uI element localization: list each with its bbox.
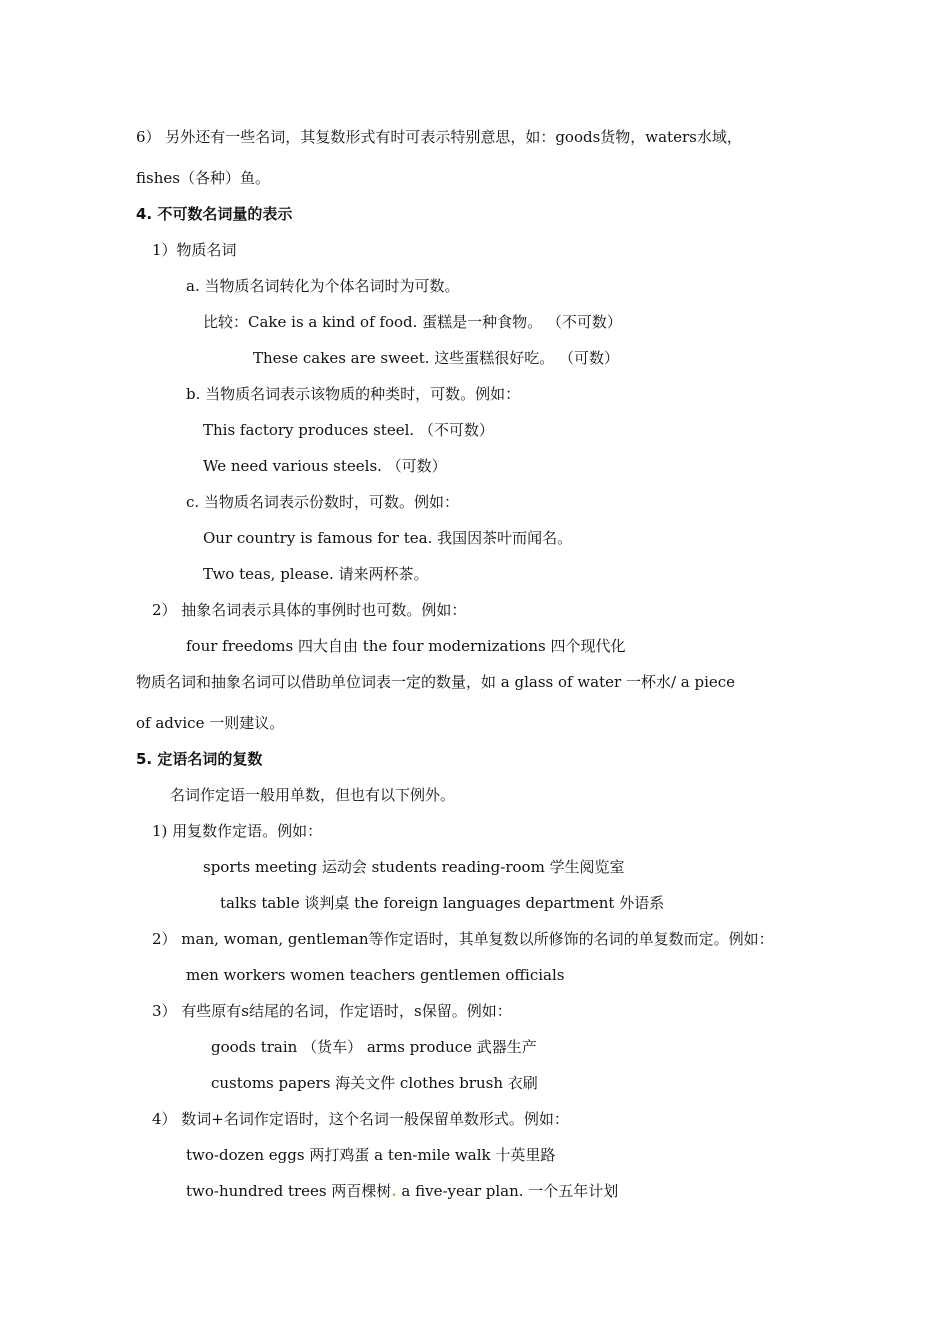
text-line: 1）物质名词 [152,241,237,259]
text-line: customs papers 海关文件 clothes brush 衣刷 [211,1074,538,1092]
text-line: of advice 一则建议。 [136,714,285,732]
text-line: men workers women teachers gentlemen officials [186,966,565,984]
text-line: 3） 有些原有s结尾的名词，作定语时，s保留。例如： [152,1002,512,1020]
text-line: 6） 另外还有一些名词，其复数形式有时可表示特别意思，如：goods货物，waters水域， [136,128,742,146]
text-line: four freedoms 四大自由 the four modernizations 四个现代化 [186,637,626,655]
text-line: This factory produces steel. （不可数） [203,421,494,439]
text-line: fishes（各种）鱼。 [136,169,270,187]
text-line: We need various steels. （可数） [203,457,447,475]
text-line: a. 当物质名词转化为个体名词时为可数。 [186,277,460,295]
text-line: 物质名词和抽象名词可以借助单位词表一定的数量，如 a glass of water 一杯水/ a piece [136,673,736,691]
text-line: 2） man, woman, gentleman等作定语时，其单复数以所修饰的名词的单复数而定。例如： [152,930,774,948]
text-segment: a five-year plan. 一个五年计划 [396,1182,619,1200]
text-line: c. 当物质名词表示份数时，可数。例如： [186,493,459,511]
text-line: These cakes are sweet. 这些蛋糕很好吃。 （可数） [253,349,620,367]
text-line: b. 当物质名词表示该物质的种类时，可数。例如： [186,385,521,403]
highlight-mark: . [391,1182,397,1200]
text-line: Two teas, please. 请来两杯茶。 [203,565,429,583]
text-line: sports meeting 运动会 students reading-room 学生阅览室 [203,858,625,876]
text-line: 4） 数词+名词作定语时，这个名词一般保留单数形式。例如： [152,1110,569,1128]
section-heading: 5. 定语名词的复数 [136,750,263,768]
text-line: 2） 抽象名词表示具体的事例时也可数。例如： [152,601,467,619]
text-line: two-dozen eggs 两打鸡蛋 a ten-mile walk 十英里路 [186,1146,556,1164]
text-line: 1) 用复数作定语。例如： [152,822,323,840]
text-line [186,1181,618,1201]
text-line: 比较：Cake is a kind of food. 蛋糕是一种食物。 （不可数） [203,313,622,331]
text-line: Our country is famous for tea. 我国因茶叶而闻名。 [203,529,573,547]
text-line: goods train （货车） arms produce 武器生产 [211,1038,537,1056]
text-line: talks table 谈判桌 the foreign languages department 外语系 [220,894,665,912]
text-line: 名词作定语一般用单数，但也有以下例外。 [170,786,456,804]
text-segment: two-hundred trees 两百棵树 [186,1182,392,1200]
section-heading: 4. 不可数名词量的表示 [136,205,293,223]
